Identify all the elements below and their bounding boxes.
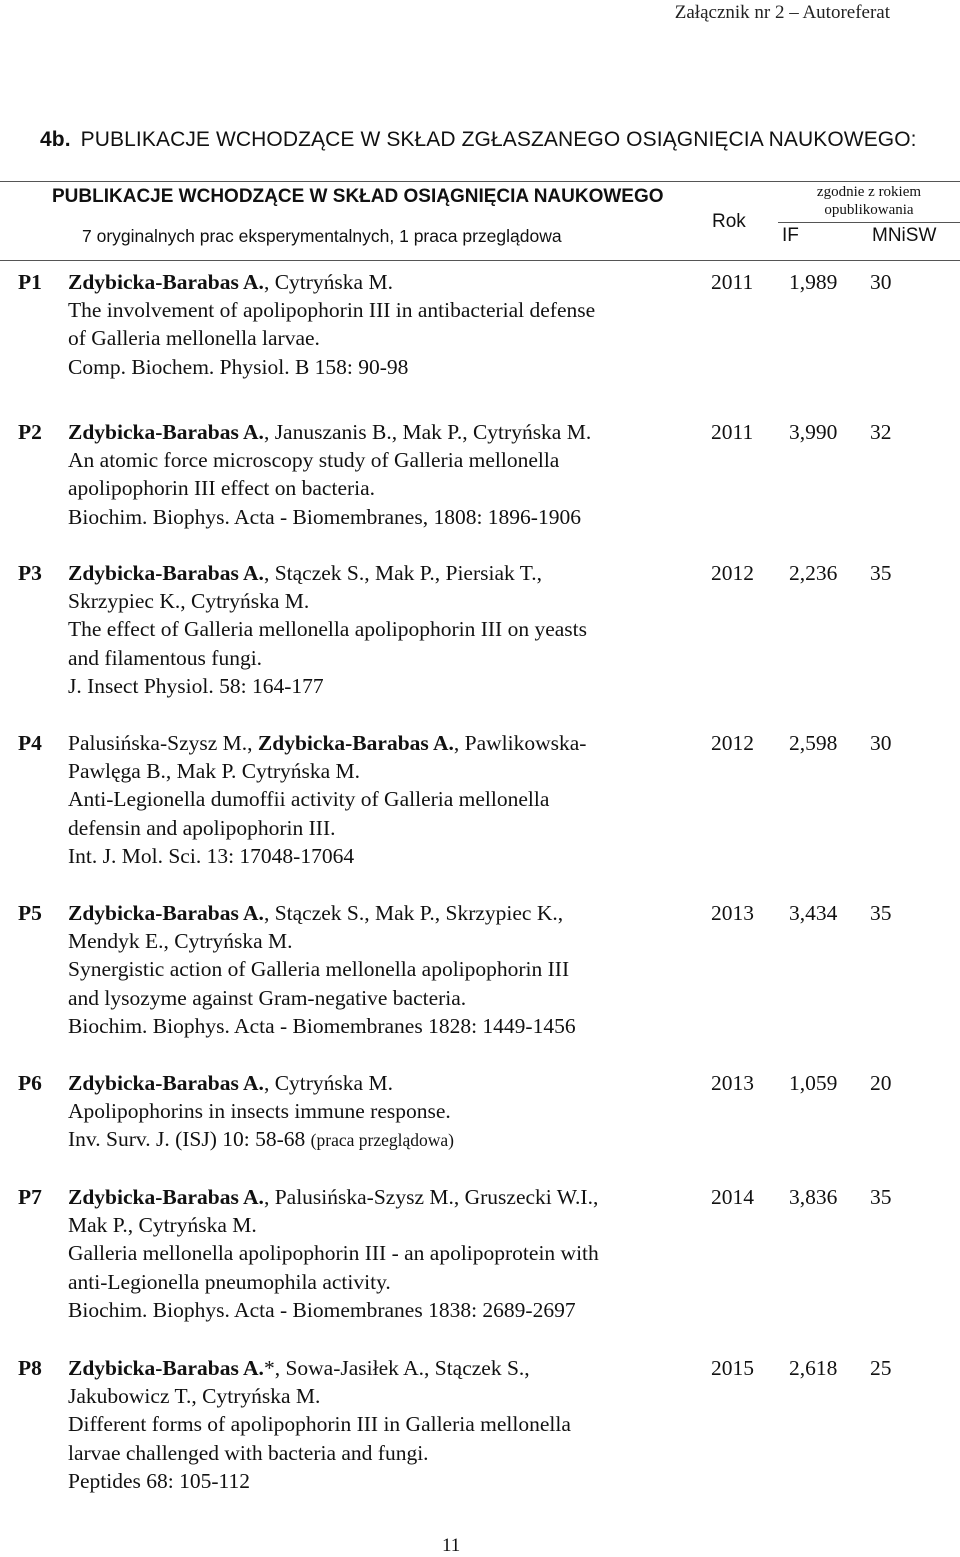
other-authors: , Pawlikowska- — [453, 731, 587, 755]
review-note: (praca przeglądowa) — [310, 1130, 454, 1151]
publication-year: 2012 — [711, 561, 754, 585]
publication-year: 2011 — [711, 270, 754, 294]
leading-author: Palusińska-Szysz M., — [68, 731, 258, 755]
citation-line: Apolipophorins in insects immune response. — [68, 1099, 451, 1124]
other-authors: , Stączek S., Mak P., Piersiak T., — [263, 561, 543, 585]
publication-id: P3 — [18, 561, 42, 585]
citation-line: Skrzypiec K., Cytryńska M. — [68, 589, 310, 614]
section-heading — [40, 128, 917, 152]
impact-factor: 1,989 — [789, 270, 838, 294]
impact-factor: 1,059 — [789, 1071, 838, 1095]
citation-line: Comp. Biochem. Physiol. B 158: 90-98 — [68, 354, 409, 379]
section-number: 4b. — [40, 128, 71, 151]
publication-id: P4 — [18, 731, 42, 755]
publication-authors — [68, 268, 688, 296]
citation-line: Int. J. Mol. Sci. 13: 17048-17064 — [68, 843, 355, 868]
citation-line: defensin and apolipophorin III. — [68, 815, 336, 840]
table-header-bottom-rule — [0, 260, 960, 261]
citation-line: Biochim. Biophys. Acta - Biomembranes 1838: 2689-2697 — [68, 1297, 576, 1322]
journal-reference: Inv. Surv. J. (ISJ) 10: 58-68 — [68, 1127, 311, 1152]
highlighted-author: Zdybicka-Barabas A. — [68, 420, 264, 444]
highlighted-author: Zdybicka-Barabas A. — [68, 1071, 264, 1095]
other-authors: , Januszanis B., Mak P., Cytryńska M. — [263, 420, 592, 444]
mnisw-points: 35 — [870, 1185, 892, 1209]
citation-line: anti-Legionella pneumophila activity. — [68, 1269, 391, 1294]
publication-id: P1 — [18, 270, 42, 294]
page-number: 11 — [442, 1535, 461, 1556]
publication-authors — [68, 1183, 688, 1211]
publication-authors — [68, 729, 688, 757]
publication-citation — [68, 268, 688, 381]
column-header-mnisw: MNiSW — [872, 225, 937, 246]
mnisw-points: 20 — [870, 1071, 892, 1095]
highlighted-author: Zdybicka-Barabas A. — [68, 270, 264, 294]
citation-line: and filamentous fungi. — [68, 645, 263, 670]
publication-citation — [68, 1354, 688, 1495]
citation-line: Biochim. Biophys. Acta - Biomembranes 1828: 1449-1456 — [68, 1013, 576, 1038]
publication-year: 2013 — [711, 1071, 754, 1095]
other-authors: *, Sowa-Jasiłek A., Stączek S., — [263, 1356, 530, 1380]
other-authors: , Cytryńska M. — [263, 1071, 393, 1095]
impact-factor: 3,836 — [789, 1185, 838, 1209]
publication-authors — [68, 559, 688, 587]
mnisw-points: 30 — [870, 270, 892, 294]
publication-id: P5 — [18, 901, 42, 925]
citation-line: Synergistic action of Galleria mellonella apolipophorin III — [68, 957, 570, 982]
other-authors: , Cytryńska M. — [263, 270, 393, 294]
document-header: Załącznik nr 2 – Autoreferat — [674, 2, 890, 23]
citation-line: Pawlęga B., Mak P. Cytryńska M. — [68, 759, 361, 784]
table-header — [0, 181, 960, 261]
publication-year: 2013 — [711, 901, 754, 925]
citation-line: Peptides 68: 105-112 — [68, 1468, 250, 1493]
table-subtitle: 7 oryginalnych prac eksperymentalnych, 1 praca przeglądowa — [82, 226, 562, 246]
citation-line: The involvement of apolipophorin III in antibacterial defense — [68, 298, 596, 323]
citation-line: Mendyk E., Cytryńska M. — [68, 929, 293, 954]
citation-line: Galleria mellonella apolipophorin III - an apolipoprotein with — [68, 1241, 599, 1266]
other-authors: , Stączek S., Mak P., Skrzypiec K., — [263, 901, 564, 925]
highlighted-author: Zdybicka-Barabas A. — [68, 561, 264, 585]
citation-line: and lysozyme against Gram-negative bacteria. — [68, 985, 467, 1010]
table-title: PUBLIKACJE WCHODZĄCE W SKŁAD OSIĄGNIĘCIA NAUKOWEGO — [52, 186, 664, 207]
citation-line: apolipophorin III effect on bacteria. — [68, 476, 376, 501]
impact-factor: 2,236 — [789, 561, 838, 585]
citation-line: The effect of Galleria mellonella apolipophorin III on yeasts — [68, 617, 587, 642]
highlighted-author: Zdybicka-Barabas A. — [68, 1185, 264, 1209]
other-authors: , Palusińska-Szysz M., Gruszecki W.I., — [263, 1185, 599, 1209]
citation-line: Mak P., Cytryńska M. — [68, 1213, 257, 1238]
publication-citation — [68, 1183, 688, 1324]
table-top-rule — [0, 181, 960, 182]
column-header-year: Rok — [712, 211, 746, 232]
section-title: PUBLIKACJE WCHODZĄCE W SKŁAD ZGŁASZANEGO OSIĄGNIĘCIA NAUKOWEGO: — [80, 128, 917, 151]
mnisw-points: 25 — [870, 1356, 892, 1380]
publication-citation — [68, 899, 688, 1040]
citation-line: J. Insect Physiol. 58: 164-177 — [68, 673, 324, 698]
citation-line — [68, 1125, 688, 1154]
publication-id: P6 — [18, 1071, 42, 1095]
publication-id: P2 — [18, 420, 42, 444]
publication-id: P7 — [18, 1185, 42, 1209]
publication-year: 2012 — [711, 731, 754, 755]
mnisw-points: 32 — [870, 420, 892, 444]
highlighted-author: Zdybicka-Barabas A. — [68, 901, 264, 925]
citation-line: Different forms of apolipophorin III in Galleria mellonella — [68, 1412, 571, 1437]
highlighted-author: Zdybicka-Barabas A. — [257, 731, 454, 755]
column-header-note: zgodnie z rokiem opublikowania — [816, 184, 922, 218]
publication-year: 2014 — [711, 1185, 754, 1209]
citation-line: Anti-Legionella dumoffii activity of Galleria mellonella — [68, 787, 550, 812]
impact-factor: 3,434 — [789, 901, 838, 925]
publication-citation — [68, 559, 688, 700]
publication-authors — [68, 1069, 688, 1097]
publication-citation — [68, 729, 688, 870]
mnisw-points: 35 — [870, 901, 892, 925]
citation-line: An atomic force microscopy study of Galleria mellonella — [68, 448, 560, 473]
impact-factor: 2,598 — [789, 731, 838, 755]
publication-citation — [68, 418, 688, 531]
citation-line: of Galleria mellonella larvae. — [68, 326, 320, 351]
publication-id: P8 — [18, 1356, 42, 1380]
publication-year: 2011 — [711, 420, 754, 444]
citation-line: Biochim. Biophys. Acta - Biomembranes, 1808: 1896-1906 — [68, 504, 581, 529]
citation-line: larvae challenged with bacteria and fungi. — [68, 1440, 429, 1465]
publication-authors — [68, 899, 688, 927]
publication-authors — [68, 418, 688, 446]
table-header-divider — [778, 222, 960, 223]
highlighted-author: Zdybicka-Barabas A. — [68, 1356, 264, 1380]
publication-authors — [68, 1354, 688, 1382]
mnisw-points: 30 — [870, 731, 892, 755]
mnisw-points: 35 — [870, 561, 892, 585]
citation-line: Jakubowicz T., Cytryńska M. — [68, 1384, 321, 1409]
publication-year: 2015 — [711, 1356, 754, 1380]
column-header-if: IF — [782, 225, 799, 246]
impact-factor: 3,990 — [789, 420, 838, 444]
impact-factor: 2,618 — [789, 1356, 838, 1380]
publication-citation — [68, 1069, 688, 1155]
